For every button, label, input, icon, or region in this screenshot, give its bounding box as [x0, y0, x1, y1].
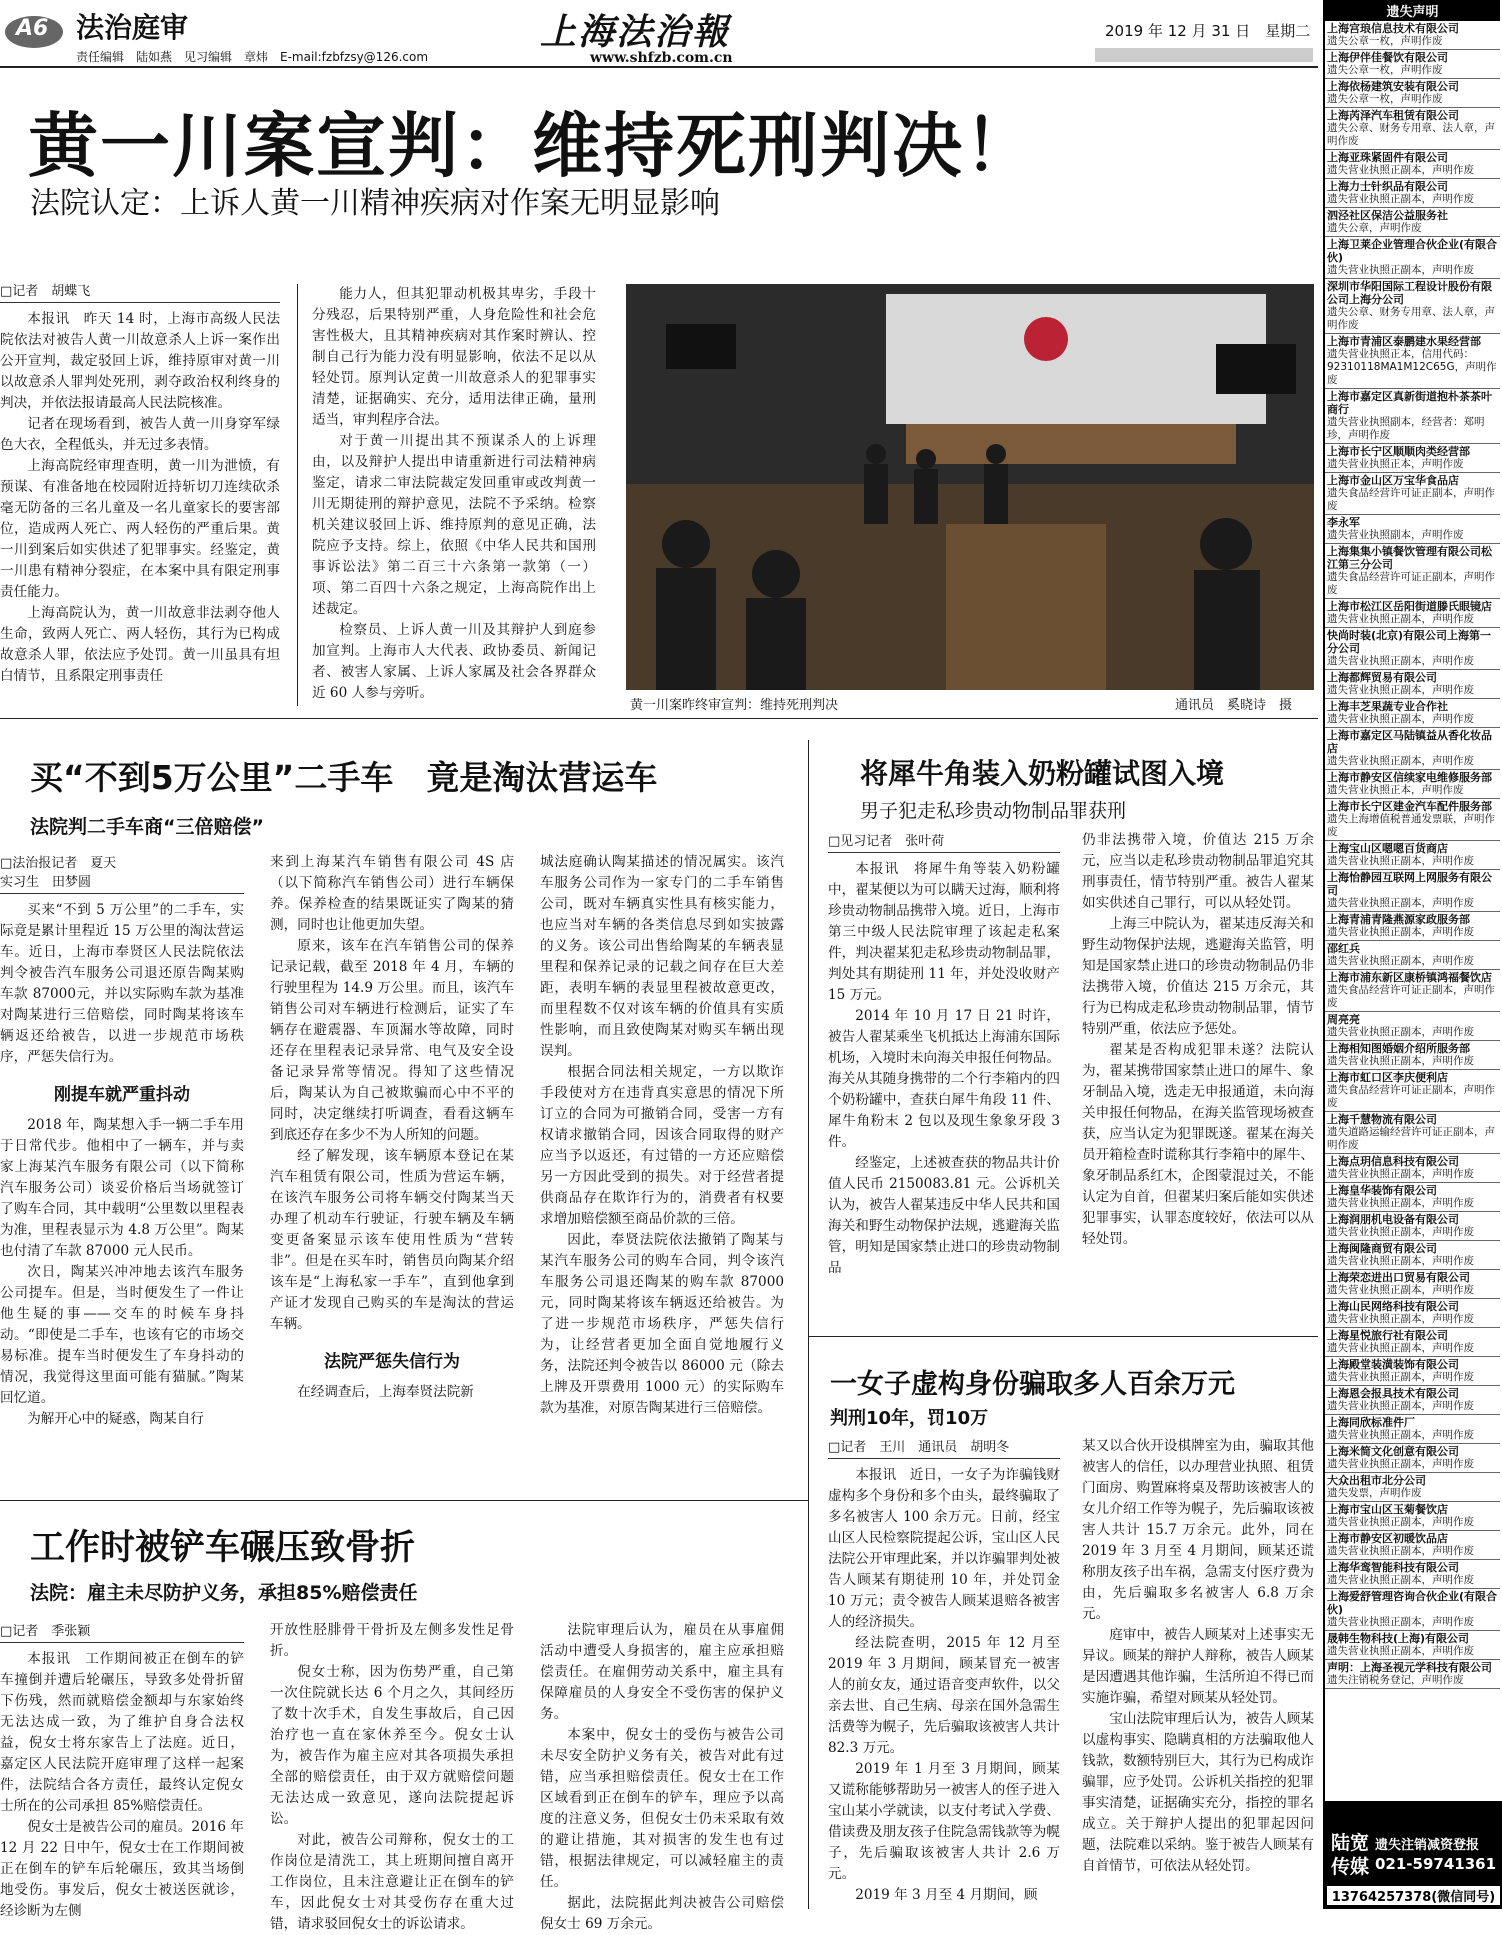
ad-company: 上海皇华装饰有限公司 — [1327, 1184, 1437, 1197]
ad-notice — [1325, 1299, 1500, 1328]
ad-company: 上海力士针织品有限公司 — [1327, 180, 1448, 193]
page-number-badge — [4, 6, 64, 48]
ad-company: 上海润朋机电设备有限公司 — [1327, 1213, 1459, 1226]
fraud-headline: 一女子虚构身份骗取多人百余万元 — [830, 1369, 1235, 1400]
ad-notice — [1325, 699, 1500, 728]
ad-company: 上海星悦旅行社有限公司 — [1327, 1329, 1448, 1342]
ad-notice — [1325, 1241, 1500, 1270]
ad-notice — [1325, 970, 1500, 1012]
ad-text: 遗失食品经营许可证正副本，声明作废 — [1327, 487, 1495, 512]
page-number: A6 — [16, 16, 49, 41]
car-headline: 买“不到5万公里”二手车 竟是淘汰营运车 — [30, 758, 658, 797]
ad-company: 上海米简文化创意有限公司 — [1327, 1445, 1459, 1458]
ad-company: 上海卫莱企业管理合伙企业(有限合伙) — [1327, 238, 1498, 264]
ad-text: 遗失发票，声明作废 — [1327, 1487, 1422, 1499]
ad-text: 遗失营业执照正副本，声明作废 — [1327, 264, 1474, 276]
fraud-byline: □记者 王川 通讯员 胡明冬 — [828, 1436, 1060, 1459]
ads-header: 遗失声明 — [1325, 0, 1500, 21]
ad-notice — [1325, 1660, 1500, 1689]
ads-footer — [1325, 1801, 1502, 1909]
ad-company: 上海荣恋进出口贸易有限公司 — [1327, 1271, 1470, 1284]
ad-company: 上海宫琅信息技术有限公司 — [1327, 22, 1459, 35]
ad-text: 遗失营业执照正副本，声明作废 — [1327, 1313, 1474, 1325]
ad-notice — [1325, 1270, 1500, 1299]
editors-line: 责任编辑 陆如燕 见习编辑 章炜 E-mail:fzbfzsy@126.com — [76, 50, 429, 64]
section-rule-2 — [808, 1336, 1318, 1337]
car-byline: □法治报记者 夏天 实习生 田梦圆 — [0, 856, 117, 890]
ad-company: 上海亚珠紧固件有限公司 — [1327, 151, 1448, 164]
ad-text: 遗失营业执照正副本，声明作废 — [1327, 1226, 1474, 1238]
car-column-3: 城法庭确认陶某描述的情况属实。该汽车服务公司作为一家专门的二手车销售公司，既对车辆真实性具有核实能力，也应当对车辆的各类信息尽到如实披露的义务。该公司出售给陶某的车辆表显里程和保养记录的记载之间存在巨大差距，表明车辆的表显里程被故意更改，而里程数不仅对该车辆的价值具有实质性影响，而且致使陶某对购买车辆出现误判。 根据合同法相关规定，一方以欺诈手段使对方在违背真实意思的情况下所订立的合同为可撤销合同，受害一方有权请求撤销合同，因该合同取得的财产应当予以返还，有过错的一方还应赔偿另一方因此受到的损失。对于经营者提供商品存在欺诈行为的，消费者有权要求增加赔偿额至商品价款的三倍。 因此，奉贤法院依法撤销了陶某与某汽车服务公司的购车合同，判令该汽车服务公司退还陶某的购车款 87000 元，同时陶某将该车辆返还给被告。为了进一步规范市场秩序，严惩失信行为，让经营者更加全面自觉地履行义务，法院还判令被告以 86000 元（除去上牌及开票费用 1000 元）的实际购车款为基准，对原告陶某进行三倍赔偿。 — [540, 854, 784, 1416]
ad-notice — [1325, 473, 1500, 515]
footer-phone[interactable]: 021-59741361 — [1375, 1855, 1497, 1873]
paper-name: 上海法治報 — [540, 11, 731, 53]
ad-notice — [1325, 1631, 1500, 1660]
ad-text: 遗失道路运输经营许可证正副本，声明作废 — [1327, 1126, 1495, 1151]
ads-list — [1325, 21, 1500, 1797]
ad-company: 上海丰芝果蔬专业合作社 — [1327, 700, 1448, 713]
lead-column-2: 能力人，但其犯罪动机极其卑劣，手段十分残忍，后果特别严重，人身危险性和社会危害性极大，且其精神疾病对其作案时辨认、控制自己行为能力没有明显影响，依法不足以从轻处罚。原判认定黄一川故意杀人的犯罪事实清楚，证据确实、充分，适用法律正确，量刑适当，审判程序合法。 对于黄一川提出其不预谋杀人的上诉理由，以及辩护人提出申请重新进行司法精神病鉴定，请求二审法院裁定发回重审或改判黄一川无期徒刑的辩护意见，法院不予采纳。检察机关建议驳回上诉、维持原判的意见正确，法院应予支持。综上，依照《中华人民共和国刑事诉讼法》第二百三十六条第一款第（一）项、第二百四十六条之规定，上海高院作出上述裁定。 检察员、上诉人黄一川及其辩护人到庭参加宣判。上海市人大代表、政协委员、新闻记者、被害人家属、上诉人家属及社会各界群众近 60 人参与旁听。 — [312, 286, 596, 701]
ad-company: 上海市静安区信续家电维修服务部 — [1327, 771, 1492, 784]
ad-company: 周亮亮 — [1327, 1013, 1360, 1026]
ad-notice — [1325, 334, 1500, 389]
lead-headline: 黄一川案宣判：维持死刑判决！ — [28, 105, 1036, 187]
ad-company: 上海爱舒管理咨询合伙企业(有限合伙) — [1327, 1590, 1498, 1616]
ad-text: 遗失营业执照正副本，声明作废 — [1327, 164, 1474, 176]
ad-notice — [1325, 941, 1500, 970]
ad-notice — [1325, 1386, 1500, 1415]
col-divider-mid — [808, 740, 809, 1909]
forklift-column-2: 开放性胫腓骨干骨折及左侧多发性足骨折。 倪女士称，因为伤势严重，自己第一次住院就长达 6 个月之久，其间经历了数十次手术，自发生事故后，自己因治疗也一直在家休养至今。倪女士认为，被告作为雇主应对其各项损失承担全部的赔偿责任，由于双方就赔偿问题无法达成一致意见，遂向法院提起诉讼。 对此，被告公司辩称，倪女士的工作岗位是清洗工，其上班期间擅自离开工作岗位，且未注意避让正在倒车的铲车，因此倪女士对其受伤存在重大过错，请求驳回倪女士的诉讼请求。 — [270, 1622, 514, 1932]
ad-text: 遗失注销税务登记，声明作废 — [1327, 1674, 1464, 1686]
ad-company: 上海市虹口区李庆便利店 — [1327, 1071, 1448, 1084]
ad-company: 快尚时装(北京)有限公司上海第一分公司 — [1327, 629, 1492, 655]
ad-text: 遗失营业执照正副本，声明作废 — [1327, 1458, 1474, 1470]
ad-notice — [1325, 515, 1500, 544]
ad-notice — [1325, 1473, 1500, 1502]
ad-notice — [1325, 444, 1500, 473]
ad-notice — [1325, 599, 1500, 628]
ad-company: 上海同欣标准件厂 — [1327, 1416, 1415, 1429]
section-rule-3 — [0, 1500, 808, 1501]
ad-company: 上海青浦青隆燕源家政服务部 — [1327, 913, 1470, 926]
ad-notice — [1325, 1357, 1500, 1386]
ad-text: 遗失营业执照正副本，声明作废 — [1327, 655, 1474, 667]
ad-notice — [1325, 1531, 1500, 1560]
ad-text: 遗失营业执照正本，声明作废 — [1327, 784, 1464, 796]
section-title: 法治庭审 — [76, 11, 189, 44]
ad-company: 上海千慧物流有限公司 — [1327, 1113, 1437, 1126]
ad-notice — [1325, 237, 1500, 279]
ad-notice — [1325, 912, 1500, 941]
ad-notice — [1325, 79, 1500, 108]
ad-text: 遗失营业执照副本，经营者：郑明珍，声明作废 — [1327, 416, 1485, 441]
ad-text: 遗失公章、财务专用章、法人章，声明作废 — [1327, 306, 1495, 331]
ad-company: 上海都辉贸易有限公司 — [1327, 671, 1437, 684]
ad-company: 上海市静安区初暖饮品店 — [1327, 1532, 1448, 1545]
forklift-column-1: □记者 季张颖 本报讯 工作期间被正在倒车的铲车撞倒并遭后轮碾压，导致多处骨折留下伤残，然而就赔偿金额却与东家始终无法达成一致，为了维护自身合法权益，倪女士将东家告上了法庭。近日，嘉定区人民法院开庭审理了这样一起案件，法院结合各方责任，最终认定倪女士所在的公司承担 85%赔偿责任。 倪女士是被告公司的雇员。2016 年 12 月 22 日中午，倪女士在工作期间被正在倒车的铲车后轮碾压，致其当场倒地受伤。事发后，倪女士被送医就诊，经诊断为左侧 — [0, 1620, 244, 1909]
forklift-headline: 工作时被铲车碾压致骨折 — [30, 1528, 416, 1568]
ad-notice — [1325, 279, 1500, 334]
ad-text: 遗失营业执照正副本，声明作废 — [1327, 1429, 1474, 1441]
rhino-subhead: 男子犯走私珍贵动物制品罪获刑 — [860, 800, 1127, 822]
footer-service: 遗失注销减资登报 — [1375, 1838, 1480, 1853]
ad-notice — [1325, 1183, 1500, 1212]
ad-notice — [1325, 1070, 1500, 1112]
ad-company: 上海市宝山区玉菊餐饮店 — [1327, 1503, 1448, 1516]
ad-text: 遗失营业执照正副本，声明作废 — [1327, 1197, 1474, 1209]
ad-company: 上海怡静园互联网上网服务有限公司 — [1327, 871, 1492, 897]
ad-company: 上海依杨建筑安装有限公司 — [1327, 80, 1459, 93]
ad-company: 上海市长宁区顺顺肉类经营部 — [1327, 445, 1470, 458]
masthead-bar — [1095, 48, 1313, 62]
footer-brand-2: 传媒 — [1330, 1856, 1369, 1878]
ad-company: 上海市松江区岳阳街道滕氏眼镜店 — [1327, 600, 1492, 613]
ad-notice — [1325, 108, 1500, 150]
ad-company: 上海闽隆商贸有限公司 — [1327, 1242, 1437, 1255]
car-subheading-1: 刚提车就严重抖动 — [54, 1085, 190, 1105]
paper-url[interactable]: www.shfzb.com.cn — [590, 50, 733, 66]
ad-text: 遗失营业执照正副本，声明作废 — [1327, 1284, 1474, 1296]
ad-text: 遗失公章、财务专用章、法人章，声明作废 — [1327, 122, 1495, 147]
courtroom-illustration — [626, 284, 1314, 690]
car-subhead: 法院判二手车商“三倍赔偿” — [30, 816, 264, 838]
col-divider — [297, 284, 298, 706]
forklift-byline: □记者 季张颖 — [0, 1620, 244, 1643]
rhino-column-1: □见习记者 张叶荷 本报讯 将犀牛角等装入奶粉罐中，翟某便以为可以瞒天过海，顺利将珍贵动物制品携带入境。近日，上海市第三中级人民法院审理了该起走私案件，判决翟某犯走私珍贵动物制品罪，判处其有期徒刑 11 年，并处没收财产 15 万元。 2014 年 10 月 17 日 21 时许，被告人翟某乘坐飞机抵达上海浦东国际机场，入境时未向海关申报任何物品。海关从其随身携带的二个行李箱内的四个奶粉罐中，查获白犀牛角段 11 件、犀牛角粉末 2 包以及现生象象牙段 3 件。 经鉴定，上述被查获的物品共计价值人民币 2150083.81 元。公诉机关认为，被告人翟某违反中华人民共和国海关和野生动物保护法规，逃避海关监管，明知是国家禁止进口的珍贵动物制品 — [828, 830, 1060, 1360]
ad-notice — [1325, 728, 1500, 770]
ad-company: 晟韩生物科技(上海)有限公司 — [1327, 1632, 1470, 1645]
ad-company: 上海市金山区万宝华食品店 — [1327, 474, 1459, 487]
ad-text: 遗失营业执照正副本，声明作废 — [1327, 926, 1474, 938]
ad-company: 上海市长宁区建金汽车配件服务部 — [1327, 800, 1492, 813]
ad-company: 上海恩会报具技术有限公司 — [1327, 1387, 1459, 1400]
ad-notice — [1325, 208, 1500, 237]
section-rule-1 — [0, 718, 1318, 719]
ad-text: 遗失公章一枚，声明作废 — [1327, 64, 1443, 76]
fraud-column-1: □记者 王川 通讯员 胡明冬 本报讯 近日，一女子为诈骗钱财虚构多个身份和多个由头，最终骗取了多名被害人 100 余万元。日前，经宝山区人民检察院提起公诉，宝山区人民法院公开审理此案，并以诈骗罪判处被告人顾某有期徒刑 10 年，并处罚金 10 万元；责令被告人顾某退赔各被害人的经济损失。 经法院查明，2015 年 12 月至 2019 年 3 月期间，顾某冒充一被害人的前女友，通过语音变声软件，以父亲去世、自己生病、母亲在国外急需生活费等为幌子，先后骗取该被害人共计 82.3 万元。 2019 年 1 月至 3 月期间，顾某又谎称能够帮助另一被害人的侄子进入宝山某小学就读，以支付考试入学费、借读费及朋友孩子住院急需钱款等为幌子，先后骗取该被害人共计 2.6 万元。 2019 年 3 月至 4 月期间，顾 — [828, 1436, 1060, 1909]
ad-text: 遗失营业执照正副本，声明作废 — [1327, 193, 1474, 205]
ad-text: 遗失营业执照正副本，声明作废 — [1327, 713, 1474, 725]
ad-notice — [1325, 1112, 1500, 1154]
footer-brand-1: 陆宽 — [1330, 1832, 1369, 1854]
ad-text: 遗失营业执照正副本，声明作废 — [1327, 1168, 1474, 1180]
lead-subhead: 法院认定：上诉人黄一川精神疾病对作案无明显影响 — [30, 186, 720, 221]
ad-notice — [1325, 1502, 1500, 1531]
issue-date: 2019 年 12 月 31 日 星期二 — [1105, 22, 1311, 40]
ad-text: 遗失营业执照正副本，声明作废 — [1327, 1400, 1474, 1412]
ad-text: 遗失营业执照正副本，声明作废 — [1327, 755, 1474, 767]
ad-notice — [1325, 50, 1500, 79]
ad-company: 上海华鸾智能科技有限公司 — [1327, 1561, 1459, 1574]
ad-text: 遗失营业执照正副本，声明作废 — [1327, 1255, 1474, 1267]
ad-notice — [1325, 179, 1500, 208]
ad-notice — [1325, 770, 1500, 799]
ad-company: 上海伊伴佳餐饮有限公司 — [1327, 51, 1448, 64]
ad-notice — [1325, 1444, 1500, 1473]
fraud-subhead: 判刑10年，罚10万 — [830, 1408, 989, 1429]
ad-notice — [1325, 1328, 1500, 1357]
ad-company: 李永军 — [1327, 516, 1360, 529]
ad-company: 上海集集小镇餐饮管理有限公司松江第三分公司 — [1327, 545, 1492, 571]
ad-text: 遗失营业执照副本，声明作废 — [1327, 529, 1464, 541]
ad-company: 声明：上海圣视元学科技有限公司 — [1327, 1661, 1492, 1674]
ad-notice — [1325, 1589, 1500, 1631]
ad-text: 遗失营业执照正副本，声明作废 — [1327, 1545, 1474, 1557]
ad-notice — [1325, 1415, 1500, 1444]
ad-company: 上海山民网络科技有限公司 — [1327, 1300, 1459, 1313]
ad-notice — [1325, 799, 1500, 841]
lead-col1-text: 本报讯 昨天 14 时，上海市高级人民法院依法对被告人黄一川故意杀人上诉一案作出公开宣判，裁定驳回上诉，维持原审对黄一川以故意杀人罪判处死刑，剥夺政治权利终身的判决，并依法报请最高人民法院核准。 记者在现场看到，被告人黄一川身穿军绿色大衣，全程低头，并无过多表情。 上海高院经审理查明，黄一川为泄愤，有预谋、有准备地在校园附近持斩切刀连续砍杀毫无防备的三名儿童及一名儿童家长的要害部位，造成两人死亡、两人轻伤的严重后果。黄一川到案后如实供述了犯罪事实。经鉴定，黄一川患有精神分裂症，在本案中具有限定刑事责任能力。 上海高院认为，黄一川故意非法剥夺他人生命，致两人死亡、两人轻伤，其行为已构成故意杀人罪，依法应予处罚。黄一川虽具有坦白情节，且系限定刑事责任 — [0, 311, 280, 684]
forklift-column-3: 法院审理后认为，雇员在从事雇佣活动中遭受人身损害的，雇主应承担赔偿责任。在雇佣劳动关系中，雇主具有保障雇员的人身安全不受伤害的保护义务。 本案中，倪女士的受伤与被告公司未尽安全防护义务有关，被告对此有过错，应当承担赔偿责任。倪女士在工作区域看到正在倒车的铲车，理应予以高度的注意义务，但倪女士仍未采取有效的避让措施，其对损害的发生也有过错，根据法律规定，可以减轻雇主的责任。 据此，法院据此判决被告公司赔偿倪女士 69 万余元。 — [540, 1622, 784, 1932]
ad-text: 遗失营业执照正副本，声明作废 — [1327, 855, 1474, 867]
photo-credit: 通讯员 奚晓诗 摄 — [1175, 698, 1293, 713]
ad-text: 遗失营业执照正副本，声明作废 — [1327, 1055, 1474, 1067]
car-column-2: 来到上海某汽车销售有限公司 4S 店（以下简称汽车销售公司）进行车辆保养。保养检查的结果既证实了陶某的猜测，同时也让他更加失望。 原来，该车在汽车销售公司的保养记录记载，截至 2018 年 4 月，车辆的行驶里程为 14.9 万公里。而且，该汽车销售公司对车辆进行检测后，证实了车辆存在避震器、车顶漏水等故障，同时还存在里程表记录异常、电气及安全设备记录异常等情况。得知了这些情况后，陶某认为自己被欺骗而心中不平的同时，决定继续打听调查，看看这辆车到底还存在多少不为人所知的问题。 经了解发现，该车辆原本登记在某汽车租赁有限公司，性质为营运车辆，在该汽车服务公司将车辆交付陶某当天办理了机动车行驶证，行驶车辆及车辆变更备案显示该车使用性质为“营转非”。但是在买车时，销售员向陶某介绍该车是“上海私家一手车”，直到他拿到产证才发现自己购买的车是淘汰的营运车辆。 法院严惩失信行为 在经调查后，上海奉贤法院新 — [270, 854, 514, 1400]
ad-text: 遗失营业执照正副本，声明作废 — [1327, 897, 1474, 909]
ad-text: 遗失营业执照正本，声明作废 — [1327, 458, 1464, 470]
ad-notice — [1325, 1041, 1500, 1070]
ad-company: 上海点玥信息科技有限公司 — [1327, 1155, 1459, 1168]
rhino-column-2: 仍非法携带入境，价值达 215 万余元，应当以走私珍贵动物制品罪追究其刑事责任，情节特别严重。被告人翟某如实供述自己罪行，可以从轻处罚。 上海三中院认为，翟某违反海关和野生动物保护法规，逃避海关监管，明知是国家禁止进口的珍贵动物制品仍非法携带入境，价值达 215 万余元，其行为已构成走私珍贵动物制品罪，情节特别严重，依法应予惩处。 翟某是否构成犯罪未遂？法院认为，翟某携带国家禁止进口的犀牛、象牙制品入境，选走无申报通道，未向海关申报任何物品，在海关监管现场被查获，应当认定为犯罪既遂。翟某在海关员开箱检查时谎称其行李箱中的犀牛、象牙制品系红木，企图蒙混过关，不能认定为自首，但翟某归案后能如实供述犯罪事实，认罪态度较好，依法可以从轻处罚。 — [1082, 832, 1314, 1247]
ad-text: 遗失食品经营许可证正副本，声明作废 — [1327, 984, 1495, 1009]
ad-notice — [1325, 150, 1500, 179]
ad-notice — [1325, 670, 1500, 699]
ad-company: 上海市青浦区泰鹏建水果经营部 — [1327, 335, 1481, 348]
ad-notice — [1325, 841, 1500, 870]
ad-notice — [1325, 1560, 1500, 1589]
ad-text: 遗失食品经营许可证正副本，声明作废 — [1327, 1084, 1495, 1109]
ad-company: 邵红兵 — [1327, 942, 1360, 955]
ad-company: 上海芮泽汽车租赁有限公司 — [1327, 109, 1459, 122]
rhino-byline: □见习记者 张叶荷 — [828, 830, 1060, 853]
ad-text: 遗失公章，声明作废 — [1327, 222, 1422, 234]
ad-notice — [1325, 628, 1500, 670]
ad-company: 深圳市华阳国际工程设计股份有限公司上海分公司 — [1327, 280, 1492, 306]
ad-text: 遗失营业执照正副本，声明作废 — [1327, 1516, 1474, 1528]
car-subheading-2: 法院严惩失信行为 — [324, 1352, 460, 1372]
ad-company: 上海市嘉定区真新街道抱朴茶茶叶商行 — [1327, 390, 1492, 416]
ad-notice — [1325, 1154, 1500, 1183]
ad-notice — [1325, 1212, 1500, 1241]
ad-company: 上海市嘉定区马陆镇益从香化妆品店 — [1327, 729, 1492, 755]
ad-notice — [1325, 389, 1500, 444]
ad-text: 遗失营业执照正本，信用代码：92310118MA1M12C65G，声明作废 — [1327, 348, 1497, 386]
ad-text: 遗失营业执照正副本，声明作废 — [1327, 1645, 1474, 1657]
ad-text: 遗失公章一枚，声明作废 — [1327, 35, 1443, 47]
ad-text: 遗失食品经营许可证正副本，声明作废 — [1327, 571, 1495, 596]
ad-company: 上海宝山区嗯嗯百货商店 — [1327, 842, 1448, 855]
lead-column-1 — [0, 280, 280, 710]
rhino-headline: 将犀牛角装入奶粉罐试图入境 — [860, 757, 1225, 790]
ad-text: 遗失上海增值税普通发票联，声明作废 — [1327, 813, 1495, 838]
lost-notice-ads-column — [1323, 0, 1500, 1909]
ad-text: 遗失营业执照正副本，声明作废 — [1327, 684, 1474, 696]
lead-byline: □记者 胡蝶飞 — [0, 280, 280, 303]
ad-text: 遗失营业执照正副本，声明作废 — [1327, 1342, 1474, 1354]
ad-company: 泗泾社区保洁公益服务社 — [1327, 209, 1448, 222]
ad-notice — [1325, 21, 1500, 50]
ad-text: 遗失公章一枚，声明作废 — [1327, 93, 1443, 105]
forklift-subhead: 法院：雇主未尽防护义务，承担85%赔偿责任 — [30, 1582, 418, 1604]
footer-mobile[interactable]: 13764257378(微信同号) — [1327, 1886, 1500, 1905]
ad-text: 遗失营业执照正副本，声明作废 — [1327, 955, 1474, 967]
ad-text: 遗失营业执照正副本，声明作废 — [1327, 1574, 1474, 1586]
ad-company: 大众出租市北分公司 — [1327, 1474, 1426, 1487]
photo-caption: 黄一川案昨终审宣判：维持死刑判决 — [630, 698, 839, 713]
fraud-column-2: 某又以合伙开设棋牌室为由，骗取其他被害人的信任，以办理营业执照、租赁门面房、购置麻将桌及帮助该被害人的女儿介绍工作等为幌子，先后骗取该被害人共计 15.7 万余元。此外，同在 2019 年 3 月至 4 月期间，顾某还谎称朋友孩子出车祸，急需支付医疗费为由，先后骗取多名被害人 6.8 万余元。 庭审中，被告人顾某对上述事实无异议。顾某的辩护人辩称，被告人顾某是因遭遇其他诈骗，生活所迫不得已而实施诈骗，希望对顾某从轻处罚。 宝山法院审理后认为，被告人顾某以虚构事实、隐瞒真相的方法骗取他人钱款，数额特别巨大，其行为已构成诈骗罪，应予处罚。公诉机关指控的犯罪事实清楚，证据确实充分，指控的罪名成立。关于辩护人提出的犯罪起因问题，法院难以采纳。鉴于被告人顾某有自首情节，可依法从轻处罚。 — [1082, 1438, 1314, 1874]
ad-text: 遗失营业执照正副本，声明作废 — [1327, 1026, 1474, 1038]
ad-text: 遗失营业执照正副本，声明作废 — [1327, 613, 1474, 625]
ad-company: 上海殿堂装潢装饰有限公司 — [1327, 1358, 1459, 1371]
ad-notice — [1325, 870, 1500, 912]
car-column-1: □法治报记者 夏天 实习生 田梦圆 买来“不到 5 万公里”的二手车，实际竟是累计里程近 15 万公里的淘汰营运车。近日，上海市奉贤区人民法院依法判令被告汽车服务公司退还原告陶某购车款 87000元，并以实际购车款为基准对陶某进行三倍赔偿，同时陶某将该车辆返还给被告，以进一步规范市场秩序，严惩失信行为。 刚提车就严重抖动 2018 年，陶某想入手一辆二手车用于日常代步。他相中了一辆车，并与卖家上海某汽车服务有限公司（以下简称汽车服务公司）谈妥价格后当场就签订了购车合同，其中载明“公里数以里程表为准，里程表显示为 4.8 万公里”。陶某也付清了车款 87000 元人民币。 次日，陶某兴冲冲地去该汽车服务公司提车。但是，当时便发生了一件让他生疑的事——交车的时候车身抖动。“即使是二手车，也该有它的市场交易标准。提车当时便发生了车身抖动的情况，我觉得这里面可能有猫腻。”陶某回忆道。 为解开心中的疑惑，陶某自行 — [0, 852, 244, 1912]
ad-text: 遗失营业执照正副本，声明作废 — [1327, 1616, 1474, 1628]
ad-notice — [1325, 1012, 1500, 1041]
ad-company: 上海市浦东新区康桥镇鸿福餐饮店 — [1327, 971, 1492, 984]
masthead-rule — [0, 66, 1318, 68]
courtroom-photo — [626, 284, 1314, 690]
ad-company: 上海相知图婚姻介绍所服务部 — [1327, 1042, 1470, 1055]
ad-notice — [1325, 544, 1500, 599]
ad-text: 遗失营业执照正副本，声明作废 — [1327, 1371, 1474, 1383]
